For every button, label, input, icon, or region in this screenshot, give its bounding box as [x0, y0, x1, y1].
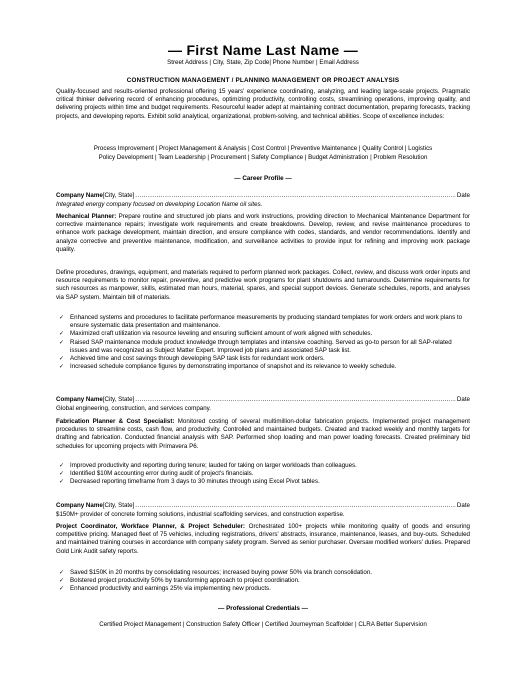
company-name: Company Name	[56, 502, 103, 509]
role-description: Prepare routine and structured job plans and work instructions, providing direction to Mechanical Maintenance Department for corrective maintenance repairs; investigate work requirements and create breakdowns. Develop, review, and revise maintenance procedures to enhance work package development, maintain direction, and ensure compliance with codes, standards, and vendor recommendations. Identify and analyze corrective and preventive maintenance, modification, and surveillance activities to provide input for refining and improving work package quality.	[56, 213, 470, 253]
achievement-list	[59, 314, 463, 371]
skills-list	[56, 145, 470, 162]
achievement-item: ✓ Identified $10M accounting error during audit of project's financials.	[59, 470, 463, 478]
resume-name: — First Name Last Name —	[167, 42, 359, 58]
leader-dots	[135, 502, 456, 509]
leader-dots	[135, 396, 456, 403]
role-title: Fabrication Planner & Cost Specialist:	[56, 418, 175, 425]
job-header	[56, 192, 470, 199]
job-location: [City, State]	[102, 192, 135, 199]
role-description: Monitored costing of several multimillion-dollar fabrication projects. Implemented project management procedures to streamline costs, cash flow, and productivity. Controlled and maintained budgets. Created and tracked weekly and monthly targets for drafting and fabrication. Conducted financial analysis with SAP. Performed shop loading and man power loading forecasts. Created preliminary bid schedules for upcoming projects with Primavera P6.	[56, 418, 470, 450]
job-date: Date	[456, 502, 470, 509]
job-location: [City, State]	[102, 502, 135, 509]
credentials-list: Certified Project Management | Construction Safety Officer | Certified Journeyman Scaffolder | CLRA Better Supervision	[99, 621, 427, 628]
role-paragraph-2: Define procedures, drawings, equipment, and materials required to perform planned work packages. Collect, review, and discuss work order inputs and resource requirements to monitor repair, preventive, and predictive work programs for plant shutdowns and turnarounds. Determine requirements for such resources as manpower, skills, estimated man hours, material, spares, and special support devices. Generate schedules, reports, and analyses via SAP system. Maintain bill of materials.	[56, 269, 470, 301]
achievement-item: ✓ Raised SAP maintenance module product knowledge through templates and intensive coaching. Served as go-to person for all SAP-related issues and was recognized as Subject Matter Expert. Improved job plans and associated SAP task list.	[59, 339, 463, 355]
company-description: $150M+ provider of concrete forming solutions, industrial scaffolding services, and construction expertise.	[56, 511, 345, 518]
role-paragraph	[56, 418, 470, 451]
company-description: Global engineering, construction, and services company.	[56, 405, 212, 412]
role-description: Orchestrated 100+ projects while monitoring quality of goods and ensuring competitive pricing. Managed fleet of 75 vehicles, including registrations, drivers' abstracts, insurance, maintenance, leases, and buy-outs. Scheduled and maintained training courses in accordance with company safety program. Served as senior purchaser. Oversaw modified workers' duties. Prepared Gold Link Audit safety reports.	[56, 523, 470, 555]
job-date: Date	[456, 396, 470, 403]
achievement-item: ✓ Enhanced systems and procedures to facilitate performance measurements by producing standard templates for work orders and work plans to ensure systematic data presentation and maintenance.	[59, 314, 463, 330]
company-description: Integrated energy company focused on developing Location Name oil sites.	[56, 201, 263, 208]
role-title: Project Coordinator, Workface Planner, & Project Scheduler:	[56, 523, 245, 530]
role-paragraph	[56, 213, 470, 254]
job-date: Date	[456, 192, 470, 199]
job-header	[56, 502, 470, 509]
leader-dots	[135, 192, 456, 199]
achievement-item: ✓ Increased schedule compliance figures by demonstrating importance of snapshot and its relevance to weekly schedule.	[59, 363, 463, 371]
achievement-item: ✓ Improved productivity and reporting during tenure; lauded for taking on larger workloads than colleagues.	[59, 462, 463, 470]
skills-line-2: Policy Development | Team Leadership | Procurement | Safety Compliance | Budget Administration | Problem Resolution	[98, 153, 428, 161]
company-name: Company Name	[56, 192, 103, 199]
contact-info: Street Address | City, State, Zip Code| Phone Number | Email Address	[167, 59, 359, 66]
achievement-list	[59, 569, 463, 594]
achievement-item: ✓ Enhanced productivity and earnings 25% via implementing new products.	[59, 585, 463, 593]
summary-paragraph: Quality-focused and results-oriented professional offering 15 years' experience coordinating, analyzing, and leading large-scale projects. Pragmatic critical thinker delivering record of enhancing procedures, optimizing productivity, controlling costs, streamlining operations, improving quality, and delivering projects within time and budget requirements. Resourceful leader adept at maintaining contract documentation, preparing forecasts, tracking projects, and developing reports. Exhibit solid analytical, organizational, problem-solving, and technical abilities. Scope of excellence includes:	[56, 88, 470, 120]
achievement-item: ✓ Bolstered project productivity 50% by transforming approach to project coordination.	[59, 577, 463, 585]
section-heading-career: — Career Profile —	[234, 175, 292, 182]
resume-headline: CONSTRUCTION MANAGEMENT / PLANNING MANAGEMENT OR PROJECT ANALYSIS	[126, 77, 400, 84]
job-location: [City, State]	[102, 396, 135, 403]
achievement-item: ✓ Decreased reporting timeframe from 3 days to 30 minutes through using Excel Pivot tables.	[59, 478, 463, 486]
achievement-item: ✓ Saved $150K in 20 months by consolidating resources; increased buying power 50% via branch consolidation.	[59, 569, 463, 577]
company-name: Company Name	[56, 396, 103, 403]
skills-line-1: Process Improvement | Project Management & Analysis | Cost Control | Preventive Maintenance | Quality Control | Logistics	[93, 145, 433, 152]
job-header	[56, 396, 470, 403]
achievement-item: ✓ Maximized craft utilization via resource leveling and ensuring sufficient amount of work aligned with schedules.	[59, 330, 463, 338]
section-heading-credentials: — Professional Credentials —	[218, 605, 308, 612]
role-title: Mechanical Planner:	[56, 213, 117, 220]
role-paragraph	[56, 523, 470, 556]
achievement-item: ✓ Achieved time and cost savings through developing SAP task lists for redundant work orders.	[59, 355, 463, 363]
achievement-list	[59, 462, 463, 487]
